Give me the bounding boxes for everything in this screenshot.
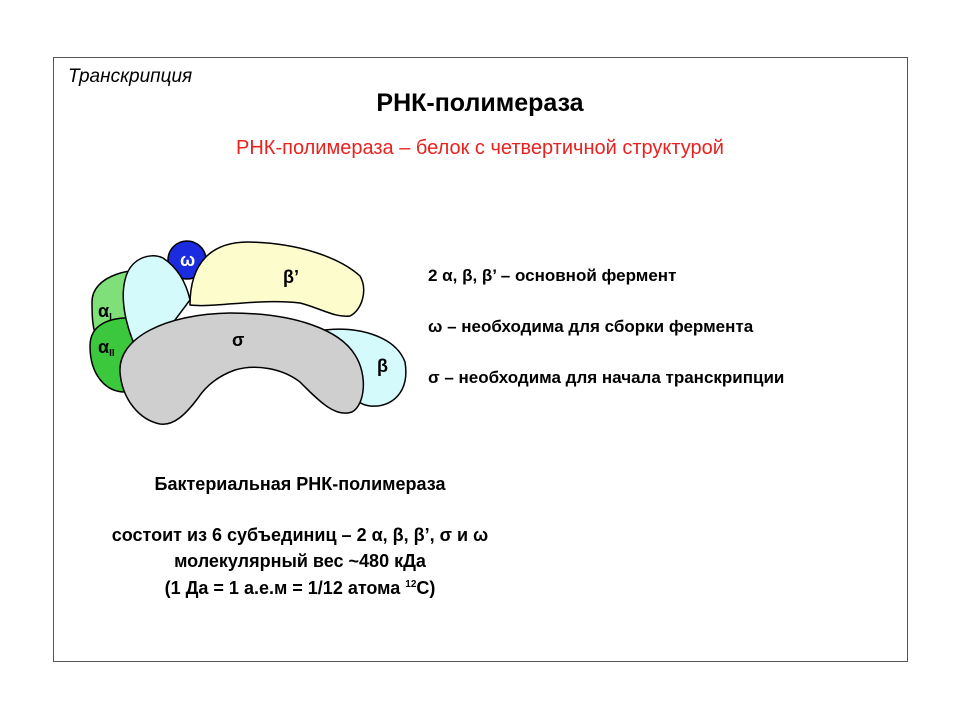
caption-dalton: (1 Да = 1 а.е.м = 1/12 атома $^{12}$С) (164, 578, 436, 598)
beta-label: β (377, 356, 388, 376)
legend-omega: ω – необходима для сборки фермента (428, 317, 754, 336)
alpha1-label: αI (98, 301, 112, 323)
slide-subtitle: РНК-полимераза – белок с четвертичной структурой (236, 137, 724, 159)
omega-label: ω (180, 250, 196, 270)
slide-title: РНК-полимераза (376, 89, 584, 117)
caption-weight: молекулярный вес ~480 кДа (174, 551, 426, 571)
legend-sigma: σ – необходима для начала транскрипции (428, 368, 785, 387)
beta-prime-label: β’ (283, 267, 299, 287)
legend-core-enzyme: 2 α, β, β’ – основной фермент (428, 266, 677, 285)
beta-prime-subunit (190, 242, 364, 316)
caption-heading: Бактериальная РНК-полимераза (154, 474, 446, 494)
sigma-label: σ (232, 330, 245, 350)
caption-subunits: состоит из 6 субъединиц – 2 α, β, β’, σ и ω (111, 525, 489, 545)
section-label: Транскрипция (68, 66, 193, 87)
alpha2-label: αII (98, 337, 115, 359)
